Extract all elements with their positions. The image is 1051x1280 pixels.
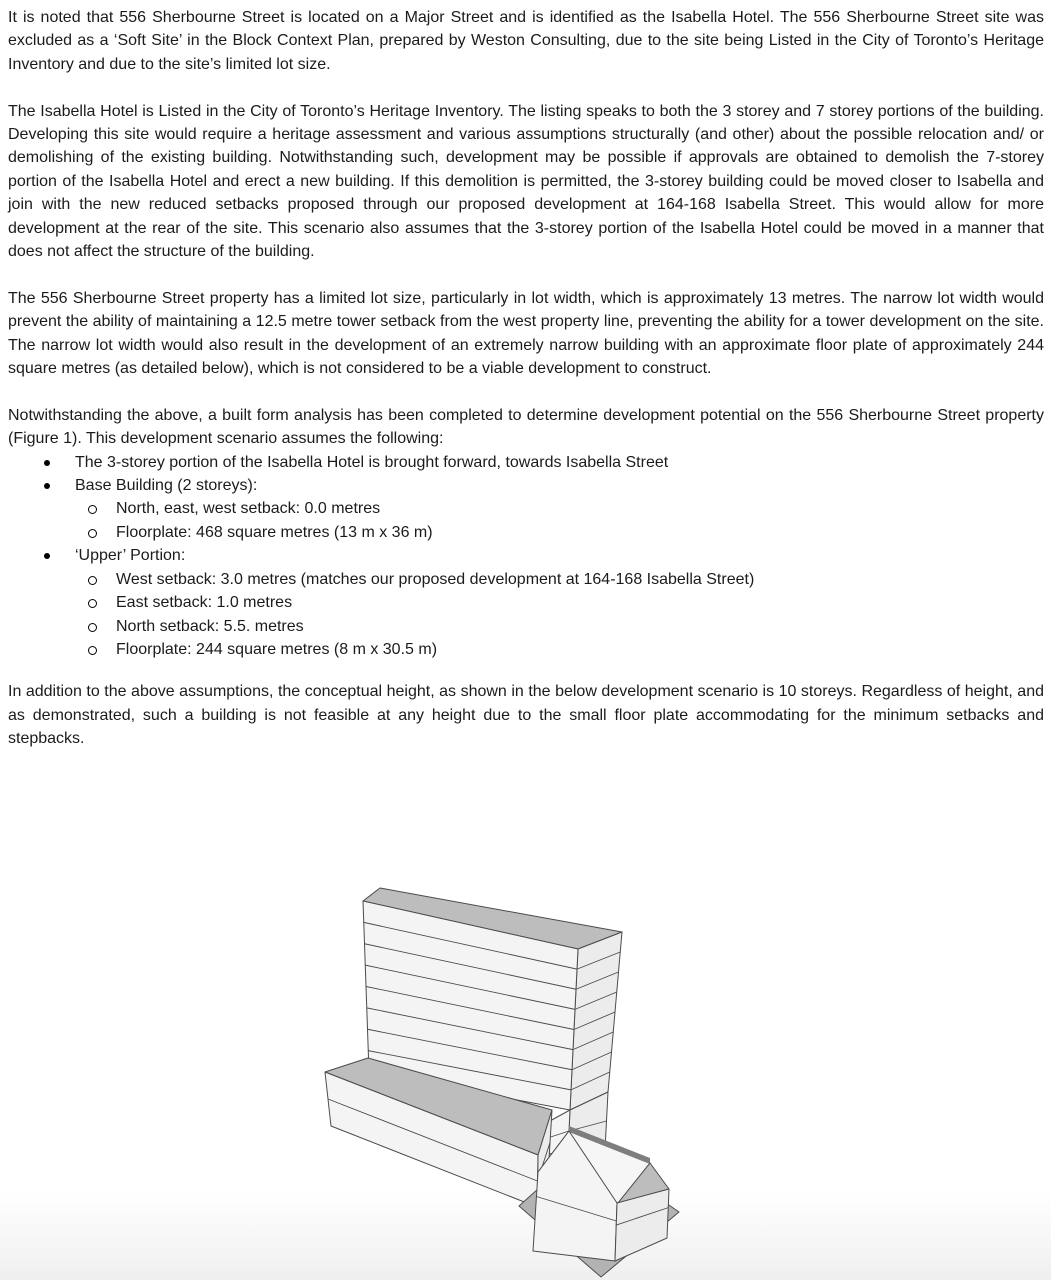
- list-item: [8, 591, 1044, 614]
- list-item: [8, 615, 1044, 638]
- list-item: [8, 568, 1044, 591]
- paragraph-conclusion: In addition to the above assumptions, the conceptual height, as shown in the below development scenario is 10 storeys. Regardless of height, and as demonstrated, such a building is not feasible at any height due to the small floor plate accommodating for the minimum setbacks and stepbacks.: [8, 683, 1044, 748]
- circle-bullet-icon: [88, 599, 97, 608]
- list-item-text: The 3-storey portion of the Isabella Hotel is brought forward, towards Isabella Street: [75, 453, 669, 471]
- list-item-text: ‘Upper’ Portion:: [75, 547, 186, 565]
- list-item-text: Floorplate: 468 square metres (13 m x 36 m): [116, 523, 433, 541]
- paragraph-built-form-intro: Notwithstanding the above, a built form analysis has been completed to determine development potential on the 556 Sherbourne Street property (Figure 1). This development scenario assumes the following:: [8, 406, 1044, 448]
- list-item: [8, 474, 1044, 497]
- list-item-text: East setback: 1.0 metres: [116, 594, 293, 612]
- list-item: [8, 638, 1044, 661]
- circle-bullet-icon: [88, 505, 97, 514]
- list-item-text: North, east, west setback: 0.0 metres: [116, 500, 381, 518]
- massing-diagram-svg: [0, 860, 1051, 1280]
- circle-bullet-icon: [88, 623, 97, 632]
- figure-1-massing-diagram: [0, 860, 1051, 1280]
- circle-bullet-icon: [88, 576, 97, 585]
- list-item: [8, 521, 1044, 544]
- paragraph-heritage: The Isabella Hotel is Listed in the City of Toronto’s Heritage Inventory. The listing speaks to both the 3 storey and 7 storey portions of the building. Developing this site would require a heritage assessment and various assumptions structurally (and other) about the possible relocation and/ or demolishing of the existing building. Notwithstanding such, development may be possible if approvals are obtained to demolish the 7-storey portion of the Isabella Hotel and erect a new building. If this demolition is permitted, the 3-storey building could be moved closer to Isabella and join with the new reduced setbacks proposed through our proposed development at 164-168 Isabella Street. This would allow for more development at the rear of the site. This scenario also assumes that the 3-storey portion of the Isabella Hotel could be moved in a manner that does not affect the structure of the building.: [8, 102, 1044, 261]
- bullet-icon: [44, 483, 50, 489]
- list-item-text: North setback: 5.5. metres: [116, 617, 304, 635]
- list-item-text: Base Building (2 storeys):: [75, 477, 258, 495]
- assumptions-list: [8, 451, 1044, 662]
- circle-bullet-icon: [88, 646, 97, 655]
- document-body: [8, 6, 1044, 774]
- paragraph-intro: It is noted that 556 Sherbourne Street is located on a Major Street and is identified as the Isabella Hotel. The 556 Sherbourne Street site was excluded as a ‘Soft Site’ in the Block Context Plan, prepared by Weston Consulting, due to the site being Listed in the City of Toronto’s Heritage Inventory and due to the site’s limited lot size.: [8, 9, 1044, 73]
- bullet-icon: [44, 553, 50, 559]
- circle-bullet-icon: [88, 529, 97, 538]
- list-item-text: West setback: 3.0 metres (matches our proposed development at 164-168 Isabella Street): [116, 570, 755, 588]
- list-item: [8, 451, 1044, 474]
- list-item-text: Floorplate: 244 square metres (8 m x 30.5 m): [116, 640, 438, 658]
- bullet-icon: [44, 460, 50, 466]
- list-item: [8, 497, 1044, 520]
- paragraph-lot-size: The 556 Sherbourne Street property has a limited lot size, particularly in lot width, which is approximately 13 metres. The narrow lot width would prevent the ability of maintaining a 12.5 metre tower setback from the west property line, preventing the ability for a tower development on the site. The narrow lot width would also result in the development of an extremely narrow building with an approximate floor plate of approximately 244 square metres (as detailed below), which is not considered to be a viable development to construct.: [8, 289, 1044, 378]
- list-item: [8, 544, 1044, 567]
